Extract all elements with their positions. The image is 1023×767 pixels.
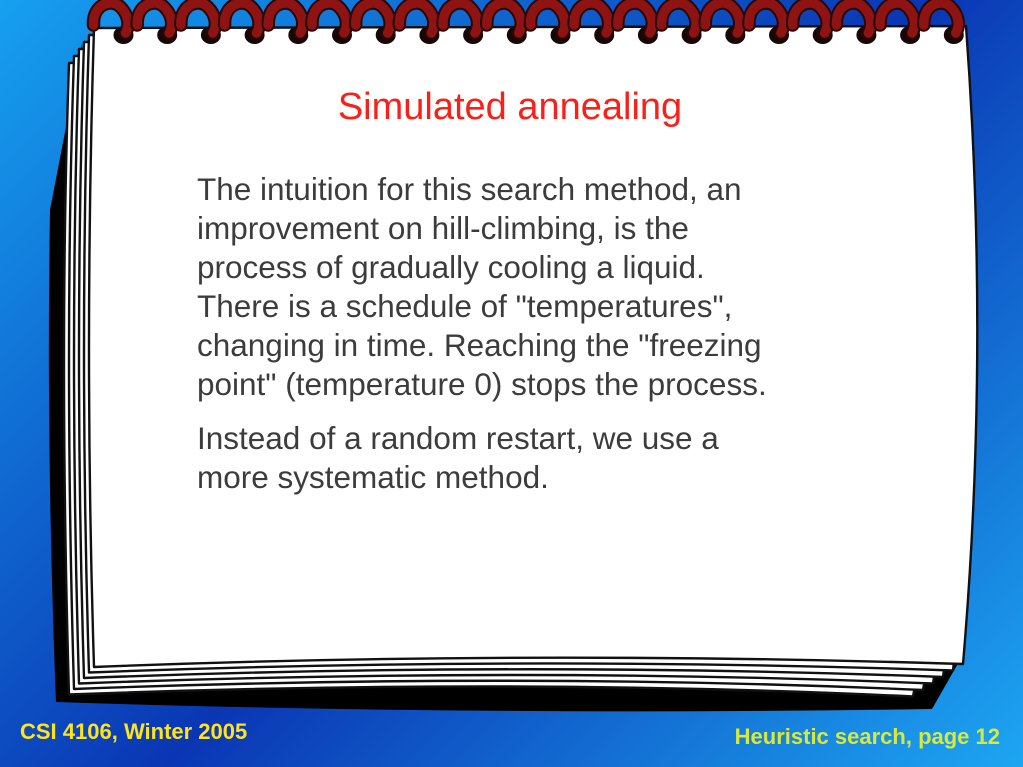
text-line: more systematic method. <box>197 459 549 495</box>
text-line: process of gradually cooling a liquid. <box>197 249 705 285</box>
text-line: point" (temperature 0) stops the process. <box>197 366 767 402</box>
text-line: There is a schedule of "temperatures", <box>197 288 733 324</box>
paragraph-2 <box>197 419 897 497</box>
paragraph-1 <box>197 170 897 404</box>
text-line: improvement on hill-climbing, is the <box>197 210 689 246</box>
text-line: changing in time. Reaching the "freezing <box>197 327 762 363</box>
slide-body <box>197 170 897 497</box>
text-line: The intuition for this search method, an <box>197 171 742 207</box>
slide-title: Simulated annealing <box>337 86 683 128</box>
text-line: Instead of a random restart, we use a <box>197 420 719 456</box>
footer-course-label: CSI 4106, Winter 2005 <box>20 719 248 744</box>
footer-page-label: Heuristic search, page 12 <box>734 724 1000 749</box>
